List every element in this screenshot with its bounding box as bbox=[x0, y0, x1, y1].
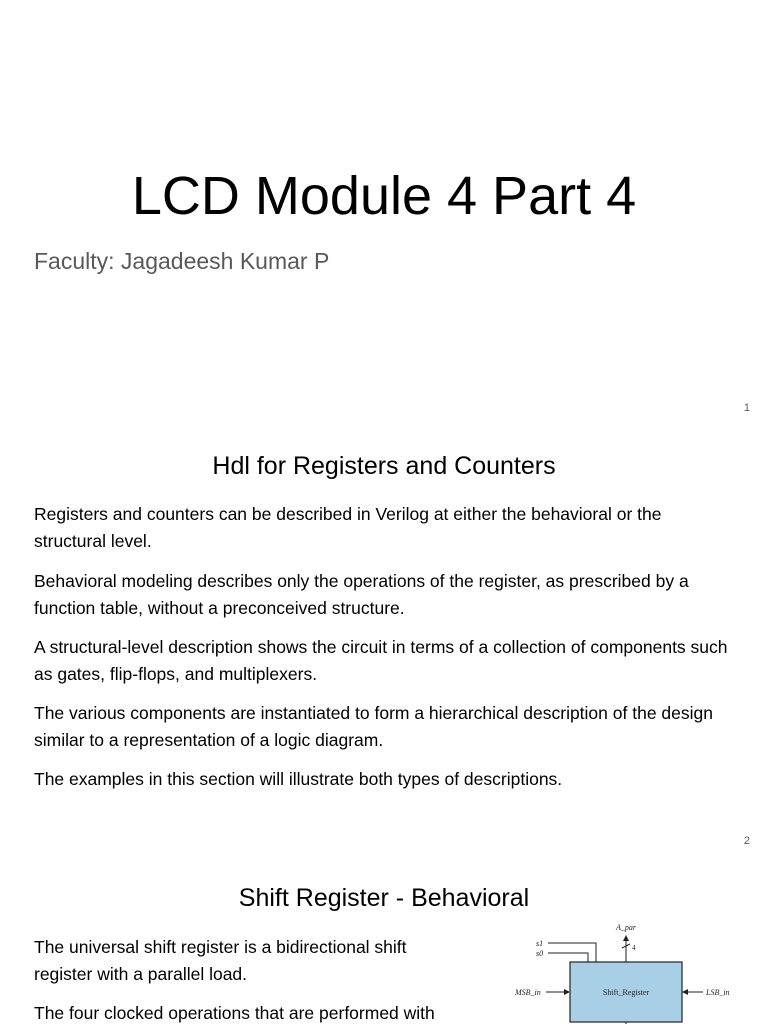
block-label: Shift_Register bbox=[602, 988, 650, 997]
s0-label: s0 bbox=[536, 949, 544, 958]
paragraph: The examples in this section will illustrate both types of descriptions. bbox=[34, 769, 563, 789]
paragraph: Registers and counters can be described in Verilog at either the behavioral or the structural level. bbox=[34, 504, 662, 551]
paragraph: The universal shift register is a bidirectional shift register with a parallel load. bbox=[34, 937, 407, 984]
title-slide bbox=[0, 0, 768, 432]
slide-heading: Shift Register - Behavioral bbox=[238, 884, 530, 912]
shift-register-slide bbox=[0, 864, 768, 1024]
paragraph: The four clocked operations that are performed with bbox=[34, 1003, 435, 1023]
lsb-in-label: LSB_in bbox=[706, 988, 730, 997]
paragraph: A structural-level description shows the circuit in terms of a collection of components such as gates, flip-flops, and multiplexers. bbox=[34, 637, 728, 684]
shift-register-svg bbox=[484, 914, 768, 1024]
paragraph: Behavioral modeling describes only the operations of the register, as prescribed by a function table, without a preconceived structure. bbox=[34, 571, 689, 618]
faculty-subtitle: Faculty: Jagadeesh Kumar P bbox=[34, 248, 330, 274]
s1-label: s1 bbox=[536, 939, 544, 948]
shift-register-diagram bbox=[484, 914, 768, 1024]
a-par-label: A_par bbox=[616, 923, 636, 932]
registers-counters-slide bbox=[0, 432, 768, 864]
msb-in-label: MSB_in bbox=[515, 988, 541, 997]
slide-heading: Hdl for Registers and Counters bbox=[212, 452, 556, 480]
presentation-title: LCD Module 4 Part 4 bbox=[131, 166, 637, 226]
slide-number: 1 bbox=[743, 402, 750, 414]
s0-line bbox=[548, 953, 588, 962]
slide-number: 2 bbox=[743, 835, 750, 847]
paragraph: The various components are instantiated to form a hierarchical description of the design similar to a representation of a logic diagram. bbox=[34, 703, 713, 750]
bus-width-label: 4 bbox=[632, 944, 636, 952]
